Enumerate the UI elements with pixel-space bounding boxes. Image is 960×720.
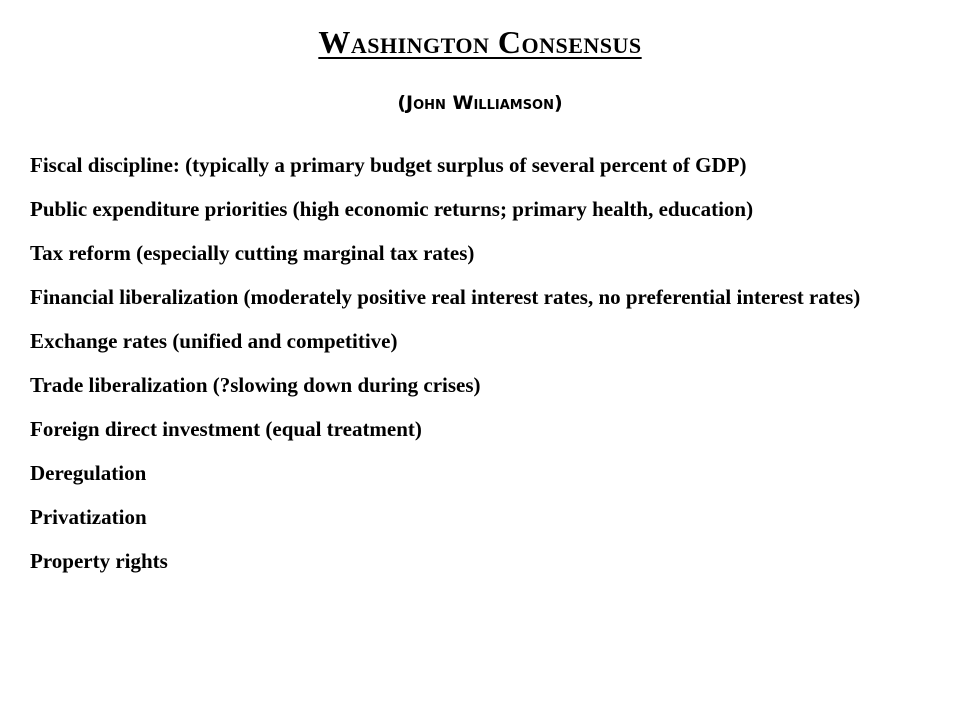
policy-item-public-expenditure: Public expenditure priorities (high economic returns; primary health, education) bbox=[30, 197, 754, 221]
policy-item-trade-liberalization: Trade liberalization (?slowing down during crises) bbox=[30, 373, 481, 397]
policy-item-property-rights: Property rights bbox=[30, 549, 168, 573]
policy-item-foreign-direct-investment: Foreign direct investment (equal treatment) bbox=[30, 417, 422, 441]
policy-item-deregulation: Deregulation bbox=[30, 461, 147, 485]
policy-item-financial-liberalization: Financial liberalization (moderately positive real interest rates, no preferential interest rates) bbox=[30, 285, 861, 309]
slide-subtitle: (John Williamson) bbox=[397, 92, 563, 114]
policy-list bbox=[30, 150, 930, 590]
policy-item-exchange-rates: Exchange rates (unified and competitive) bbox=[30, 329, 398, 353]
policy-item-fiscal-discipline: Fiscal discipline: (typically a primary budget surplus of several percent of GDP) bbox=[30, 153, 747, 177]
slide-title: Washington Consensus bbox=[318, 24, 642, 60]
policy-item-privatization: Privatization bbox=[30, 505, 147, 529]
policy-item-tax-reform: Tax reform (especially cutting marginal tax rates) bbox=[30, 241, 475, 265]
